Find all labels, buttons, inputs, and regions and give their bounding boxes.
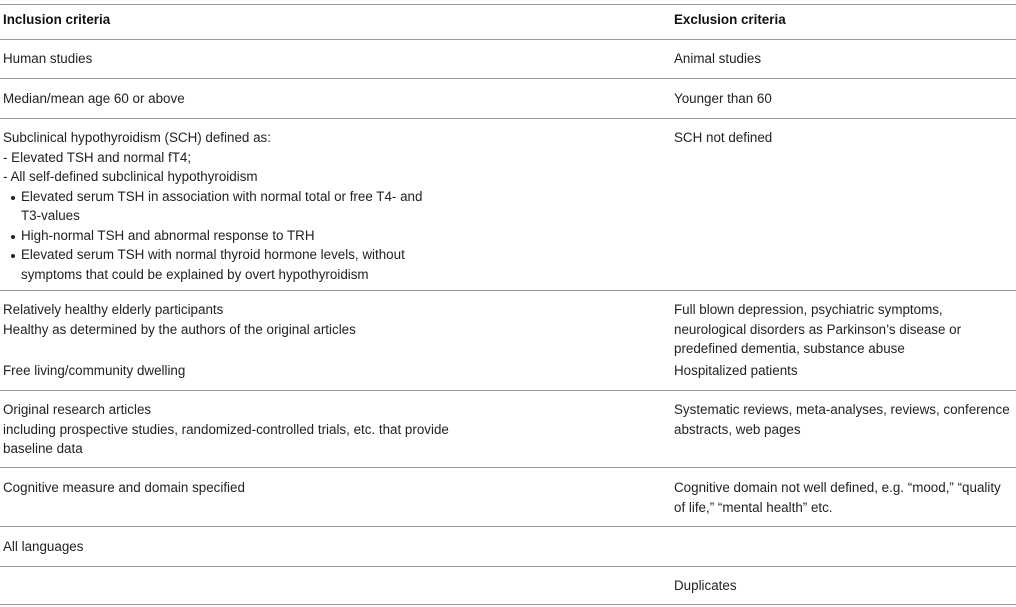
row-divider (0, 467, 1016, 468)
inclusion-text: Human studies (3, 51, 93, 66)
exclusion-cell (674, 128, 772, 148)
row-divider (0, 390, 1016, 391)
inclusion-text: Relatively healthy elderly participants (3, 302, 224, 317)
inclusion-text: All languages (3, 539, 84, 554)
bullet-text: T3-values (21, 208, 80, 223)
table-bottom-rule (0, 604, 1016, 605)
exclusion-text: Full blown depression, psychiatric symptoms, (674, 302, 943, 317)
table-top-rule (0, 4, 1016, 5)
exclusion-text: predefined dementia, substance abuse (674, 341, 905, 356)
exclusion-text: Younger than 60 (674, 91, 772, 106)
inclusion-cell (3, 400, 449, 459)
exclusion-text: Systematic reviews, meta-analyses, reviews, conference (674, 402, 1010, 417)
exclusion-cell (674, 576, 737, 596)
exclusion-text: Hospitalized patients (674, 363, 798, 378)
header-inclusion: Inclusion criteria (3, 12, 111, 27)
exclusion-text: of life,” “mental health” etc. (674, 499, 833, 515)
bullet-item (3, 226, 422, 246)
inclusion-cell (3, 49, 92, 69)
inclusion-cell (3, 537, 83, 557)
exclusion-cell (674, 89, 772, 109)
row-divider (0, 526, 1016, 527)
bullet-text: Elevated serum TSH in association with normal total or free T4- and (21, 188, 423, 204)
inclusion-text: - All self-defined subclinical hypothyroidism (3, 169, 258, 184)
bullet-text: High-normal TSH and abnormal response to TRH (21, 227, 315, 243)
inclusion-text: - Elevated TSH and normal fT4; (3, 149, 192, 165)
row-divider (0, 290, 1016, 291)
header-exclusion: Exclusion criteria (674, 12, 786, 27)
inclusion-cell (3, 300, 356, 339)
bullet-text: Elevated serum TSH with normal thyroid hormone levels, without (21, 247, 405, 262)
exclusion-text: SCH not defined (674, 130, 773, 145)
row-divider (0, 566, 1016, 567)
exclusion-text: Animal studies (674, 51, 762, 66)
header-bottom-rule (0, 39, 1016, 40)
exclusion-cell (674, 49, 761, 69)
exclusion-text: Duplicates (674, 578, 737, 593)
exclusion-text: Cognitive domain not well defined, e.g. “mood,” “quality (674, 480, 1001, 495)
inclusion-text: including prospective studies, randomized-controlled trials, etc. that provide (3, 421, 449, 437)
row-divider (0, 78, 1016, 79)
inclusion-text: Healthy as determined by the authors of the original articles (3, 321, 356, 337)
inclusion-cell (3, 361, 185, 381)
exclusion-cell (674, 300, 961, 359)
inclusion-cell (3, 478, 245, 498)
inclusion-cell (3, 128, 422, 284)
bullet-item (3, 187, 422, 226)
inclusion-text: Cognitive measure and domain specified (3, 480, 245, 495)
exclusion-cell (674, 478, 1001, 517)
exclusion-cell (674, 400, 1010, 439)
bullet-text: symptoms that could be explained by overt hypothyroidism (21, 266, 369, 282)
inclusion-text: Subclinical hypothyroidism (SCH) defined as: (3, 130, 271, 145)
row-divider (0, 118, 1016, 119)
inclusion-text: Original research articles (3, 402, 152, 417)
inclusion-text: baseline data (3, 441, 83, 456)
exclusion-text: neurological disorders as Parkinson’s disease or (674, 321, 962, 337)
inclusion-text: Median/mean age 60 or above (3, 91, 185, 106)
exclusion-text: abstracts, web pages (674, 421, 801, 437)
bullet-item (3, 245, 422, 284)
inclusion-text: Free living/community dwelling (3, 363, 186, 378)
inclusion-cell (3, 89, 185, 109)
exclusion-cell (674, 361, 798, 381)
